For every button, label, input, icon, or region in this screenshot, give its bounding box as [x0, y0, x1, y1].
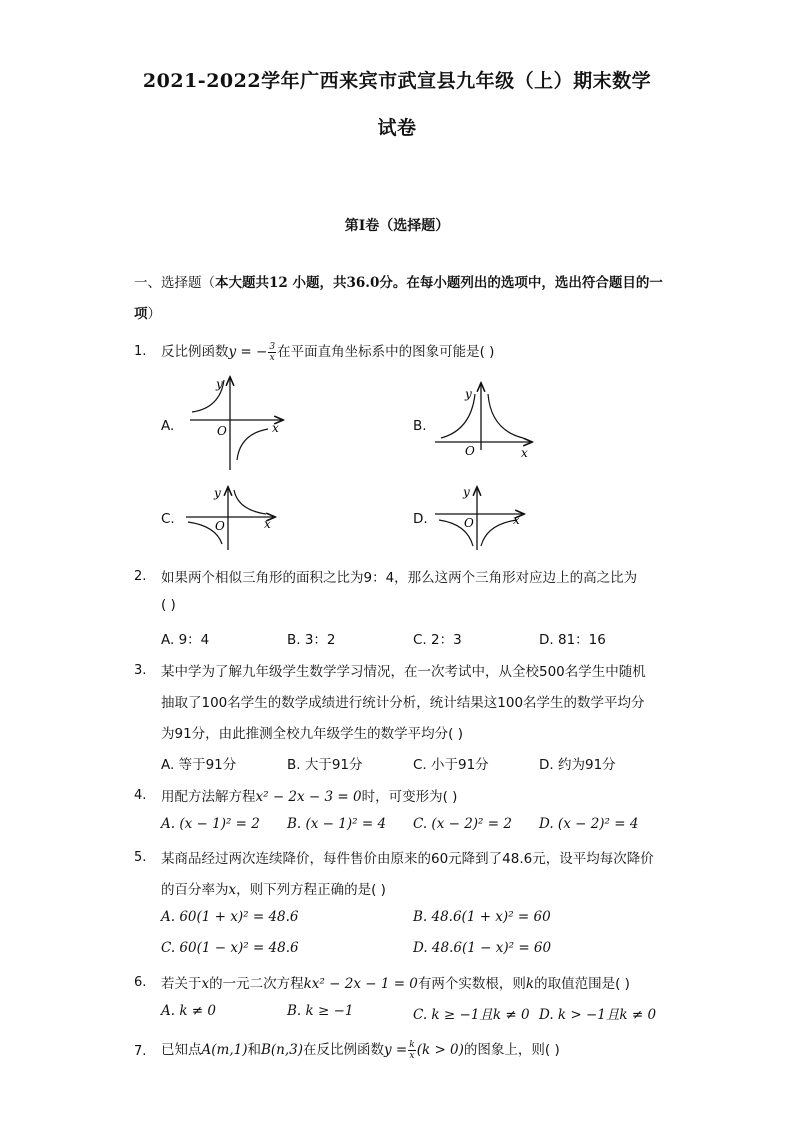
option-b: B. 48.6(1 + x)² = 60 [413, 909, 551, 925]
question-number: 2. [134, 569, 147, 584]
question-1-text: 反比例函数y = − $\frac{3}{x}$ 在平面直角坐标系中的图象可能是( ) [161, 341, 495, 363]
question-number: 3. [134, 663, 147, 678]
svg-text:x: x [264, 517, 271, 531]
question-3-text: 某中学为了解九年级学生数学学习情况，在一次考试中，从全校500名学生中随机 [161, 664, 646, 680]
option-a: A. k ≠ 0 [161, 1003, 216, 1019]
option-b: B. (x − 1)² = 4 [287, 816, 387, 832]
svg-text:x: x [513, 513, 520, 527]
exam-title-line1: 2021-2022学年广西来宾市武宣县九年级（上）期末数学 [142, 70, 652, 92]
graph-option-d [433, 484, 533, 552]
question-number: 1. [134, 344, 147, 359]
svg-text:O: O [215, 519, 225, 533]
option-d: D. k > −1且k ≠ 0 [539, 1007, 657, 1023]
question-3-text-cont: 抽取了100名学生的数学成绩进行统计分析，统计结果这100名学生的数学平均分 [161, 695, 645, 711]
graph-option-b [433, 380, 543, 462]
question-4-text: 用配方法解方程x² − 2x − 3 = 0时，可变形为( ) [161, 789, 458, 805]
option-c: C. 2：3 [413, 632, 462, 648]
question-7-text: 已知点A(m,1)和B(n,3)在反比例函数y = $\frac{k}{x}$ (k > 0)的图象上，则( ) [161, 1039, 560, 1061]
option-c: C. k ≥ −1且k ≠ 0 [413, 1007, 530, 1023]
option-c: C. (x − 2)² = 2 [413, 816, 512, 832]
option-a: A. (x − 1)² = 2 [161, 816, 260, 832]
question-2-text: 如果两个相似三角形的面积之比为9：4，那么这两个三角形对应边上的高之比为 [161, 570, 638, 586]
option-a: A. 等于91分 [161, 757, 237, 773]
option-a: A. 60(1 + x)² = 48.6 [161, 909, 299, 925]
option-label: D. [413, 511, 428, 527]
graph-option-c [184, 484, 284, 552]
option-c: C. 60(1 − x)² = 48.6 [161, 940, 299, 956]
svg-text:y: y [465, 387, 472, 401]
option-label: C. [161, 511, 175, 527]
question-3-text-cont2: 为91分，由此推测全校九年级学生的数学平均分( ) [161, 726, 464, 742]
option-d: D. 约为91分 [539, 757, 616, 773]
section-title: 第Ⅰ卷（选择题） [344, 218, 450, 234]
svg-text:y: y [463, 485, 470, 499]
option-d: D. 81：16 [539, 632, 606, 648]
option-label: B. [413, 418, 427, 434]
option-b: B. k ≥ −1 [287, 1003, 354, 1019]
fraction: $\frac{3}{x}$ [269, 341, 276, 363]
option-c: C. 小于91分 [413, 757, 489, 773]
svg-text:O: O [464, 516, 474, 530]
exam-title-line2: 试卷 [377, 117, 417, 139]
question-number: 4. [134, 788, 147, 803]
option-label: A. [161, 418, 175, 434]
svg-text:x: x [272, 421, 279, 435]
question-number: 6. [134, 975, 147, 990]
svg-text:x: x [521, 446, 528, 460]
svg-text:y: y [216, 377, 223, 391]
svg-text:y: y [214, 486, 221, 500]
option-d: D. (x − 2)² = 4 [539, 816, 639, 832]
svg-text:O: O [217, 424, 227, 438]
question-5-text-cont: 的百分率为x，则下列方程正确的是( ) [161, 882, 386, 898]
svg-text:O: O [465, 444, 475, 458]
option-b: B. 3：2 [287, 632, 336, 648]
option-b: B. 大于91分 [287, 757, 363, 773]
question-5-text: 某商品经过两次连续降价，每件售价由原来的60元降到了48.6元，设平均每次降价 [161, 851, 654, 867]
question-number: 5. [134, 850, 147, 865]
question-number: 7. [134, 1044, 147, 1059]
section-instructions: 一、选择题（本大题共12 小题，共36.0分。在每小题列出的选项中，选出符合题目的一项） [134, 275, 663, 322]
fraction: $\frac{k}{x}$ [409, 1039, 415, 1061]
question-2-text-cont: ( ) [161, 597, 176, 613]
graph-option-a [182, 372, 292, 472]
question-6-text: 若关于x的一元二次方程kx² − 2x − 1 = 0有两个实数根，则k的取值范围是( ) [161, 976, 630, 992]
option-a: A. 9：4 [161, 632, 210, 648]
option-d: D. 48.6(1 − x)² = 60 [413, 940, 552, 956]
